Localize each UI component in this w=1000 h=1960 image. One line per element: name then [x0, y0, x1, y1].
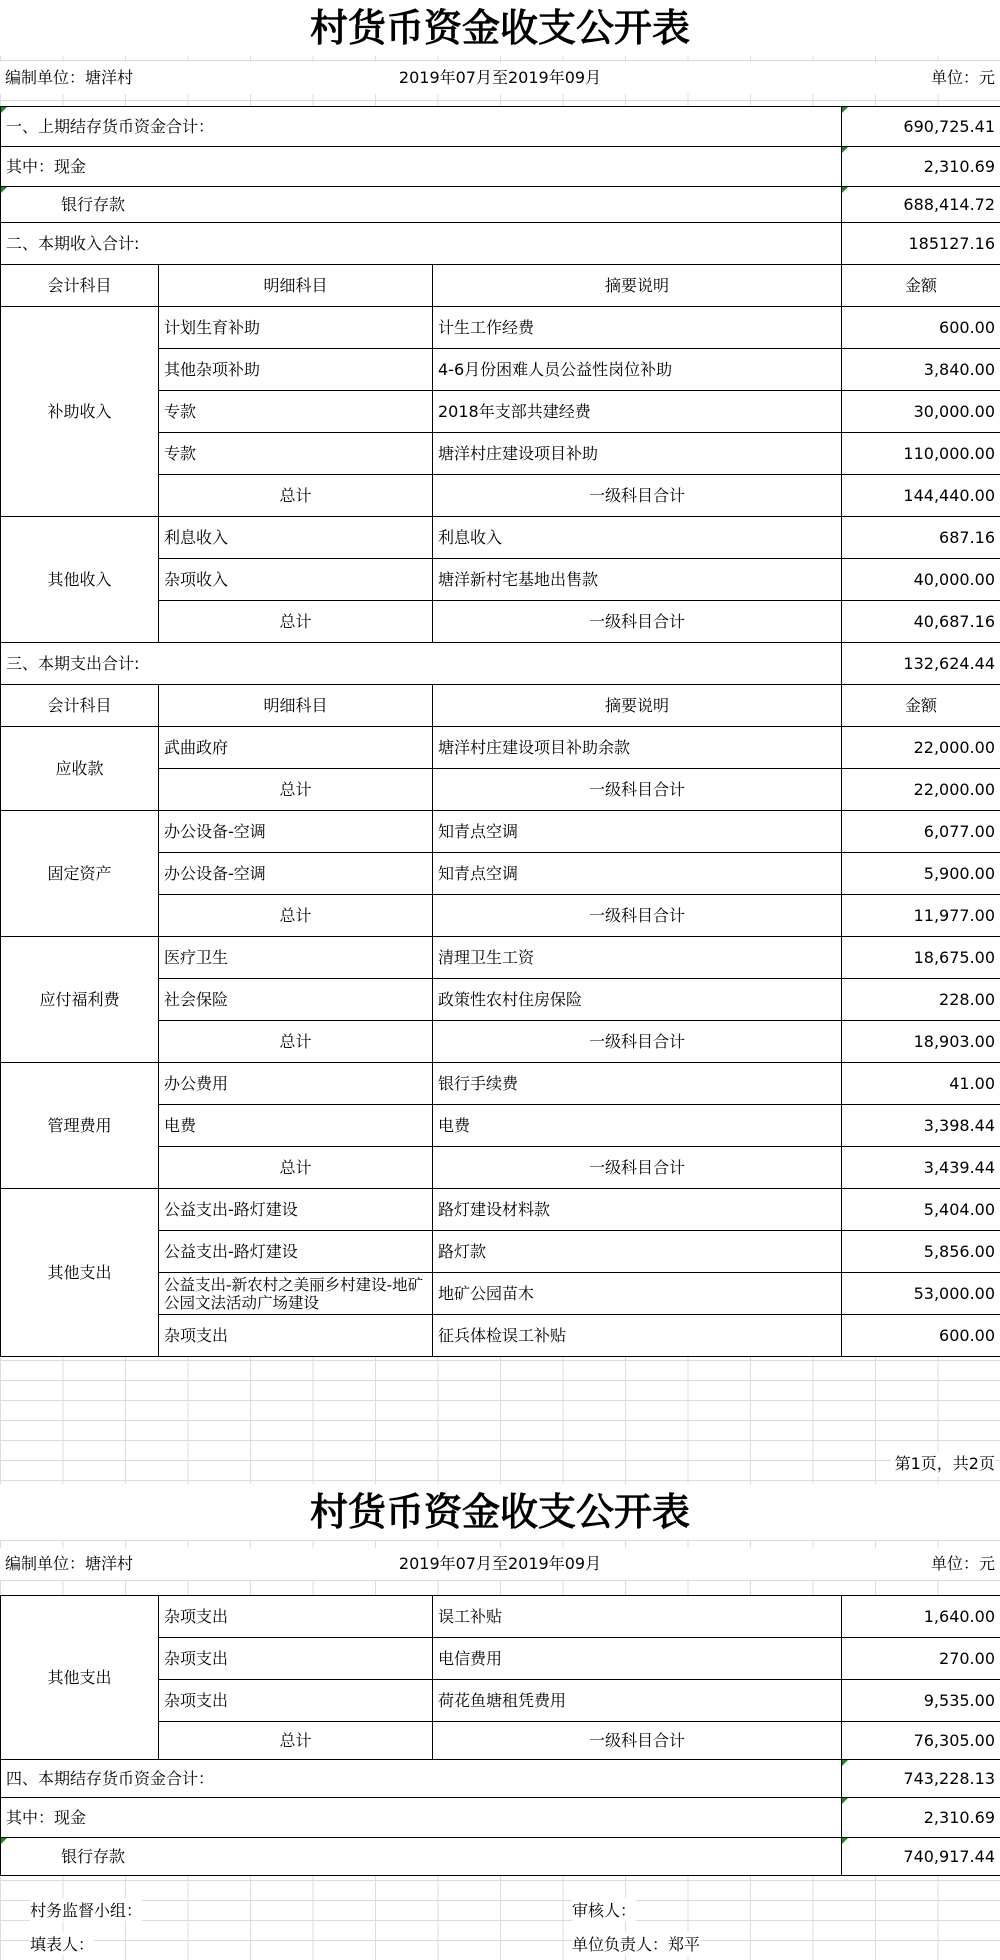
group-level-label: 一级科目合计	[433, 1021, 842, 1063]
summary-cell: 路灯款	[433, 1231, 842, 1273]
column-header-account: 会计科目	[1, 265, 159, 307]
group-level-label: 一级科目合计	[433, 1147, 842, 1189]
detail-cell: 办公设备-空调	[159, 811, 433, 853]
compiling-unit: 编制单位：塘洋村	[5, 68, 134, 87]
group-level-label: 一级科目合计	[433, 895, 842, 937]
summary-cell: 地矿公园苗木	[433, 1273, 842, 1315]
compiling-unit: 编制单位：塘洋村	[5, 1554, 134, 1573]
summary-cell: 电费	[433, 1105, 842, 1147]
summary-cell: 征兵体检误工补贴	[433, 1315, 842, 1357]
opening-total-label: 一、上期结存货币资金合计：	[1, 107, 842, 147]
group-total-amount: 76,305.00	[842, 1722, 1000, 1760]
column-header-amount: 金额	[842, 685, 1000, 727]
closing-bank-label: 银行存款	[1, 1838, 842, 1876]
detail-cell: 杂项支出	[159, 1315, 433, 1357]
column-header-account: 会计科目	[1, 685, 159, 727]
group-total-amount: 144,440.00	[842, 475, 1000, 517]
summary-cell: 4-6月份困难人员公益性岗位补助	[433, 349, 842, 391]
opening-bank-label: 银行存款	[1, 187, 842, 223]
report-header	[0, 1548, 1000, 1580]
column-header-detail: 明细科目	[159, 265, 433, 307]
opening-cash-amount: 2,310.69	[842, 147, 1000, 187]
group-total-amount: 22,000.00	[842, 769, 1000, 811]
summary-cell: 计生工作经费	[433, 307, 842, 349]
account-category: 其他支出	[1, 1596, 159, 1760]
summary-cell: 清理卫生工资	[433, 937, 842, 979]
income-total-amount: 185127.16	[842, 223, 1000, 265]
expense-total-amount: 132,624.44	[842, 643, 1000, 685]
table-row	[1, 937, 1000, 979]
table-row	[1, 307, 1000, 349]
detail-cell: 计划生育补助	[159, 307, 433, 349]
group-total-label: 总计	[159, 601, 433, 643]
summary-cell: 知青点空调	[433, 853, 842, 895]
closing-cash-label: 其中：现金	[1, 1798, 842, 1838]
amount-cell: 110,000.00	[842, 433, 1000, 475]
opening-total-row	[1, 107, 1000, 147]
money-unit: 单位：元	[930, 68, 995, 87]
account-category: 应收款	[1, 727, 159, 811]
amount-cell: 9,535.00	[842, 1680, 1000, 1722]
detail-cell: 办公设备-空调	[159, 853, 433, 895]
amount-cell: 41.00	[842, 1063, 1000, 1105]
expense-total-row	[1, 643, 1000, 685]
income-total-label: 二、本期收入合计:	[1, 223, 842, 265]
summary-cell: 路灯建设材料款	[433, 1189, 842, 1231]
amount-cell: 3,398.44	[842, 1105, 1000, 1147]
money-unit: 单位：元	[930, 1554, 995, 1573]
summary-cell: 荷花鱼塘租凭费用	[433, 1680, 842, 1722]
summary-cell: 知青点空调	[433, 811, 842, 853]
group-total-label: 总计	[159, 1722, 433, 1760]
detail-cell: 杂项支出	[159, 1638, 433, 1680]
detail-cell: 武曲政府	[159, 727, 433, 769]
page-number: 第1页，共2页	[891, 1452, 995, 1476]
table-row	[1, 1596, 1000, 1638]
table-row	[1, 811, 1000, 853]
amount-cell: 30,000.00	[842, 391, 1000, 433]
detail-cell: 公益支出-新农村之美丽乡村建设-地矿公园文法活动广场建设	[159, 1273, 433, 1315]
closing-cash-row	[1, 1798, 1000, 1838]
group-level-label: 一级科目合计	[433, 769, 842, 811]
group-total-amount: 18,903.00	[842, 1021, 1000, 1063]
cash-table-page-2	[0, 1595, 1000, 1876]
detail-cell: 杂项收入	[159, 559, 433, 601]
summary-cell: 误工补贴	[433, 1596, 842, 1638]
amount-cell: 40,000.00	[842, 559, 1000, 601]
closing-bank-row	[1, 1838, 1000, 1876]
report-period: 2019年07月至2019年09月	[398, 1554, 602, 1573]
closing-cash-amount: 2,310.69	[842, 1798, 1000, 1838]
table-row	[1, 727, 1000, 769]
group-total-amount: 11,977.00	[842, 895, 1000, 937]
amount-cell: 600.00	[842, 1315, 1000, 1357]
account-category: 其他支出	[1, 1189, 159, 1357]
group-level-label: 一级科目合计	[433, 475, 842, 517]
summary-cell: 电信费用	[433, 1638, 842, 1680]
detail-cell: 专款	[159, 433, 433, 475]
group-total-amount: 40,687.16	[842, 601, 1000, 643]
cash-table-page-1	[0, 106, 1000, 1357]
column-header-summary: 摘要说明	[433, 265, 842, 307]
opening-cash-row	[1, 147, 1000, 187]
amount-cell: 53,000.00	[842, 1273, 1000, 1315]
account-category: 补助收入	[1, 307, 159, 517]
report-header	[0, 62, 1000, 94]
detail-cell: 公益支出-路灯建设	[159, 1189, 433, 1231]
detail-cell: 专款	[159, 391, 433, 433]
detail-cell: 其他杂项补助	[159, 349, 433, 391]
opening-total-amount: 690,725.41	[842, 107, 1000, 147]
column-header-detail: 明细科目	[159, 685, 433, 727]
group-total-amount: 3,439.44	[842, 1147, 1000, 1189]
amount-cell: 228.00	[842, 979, 1000, 1021]
summary-cell: 2018年支部共建经费	[433, 391, 842, 433]
opening-bank-row	[1, 187, 1000, 223]
account-category: 应付福利费	[1, 937, 159, 1063]
column-header-summary: 摘要说明	[433, 685, 842, 727]
summary-cell: 塘洋新村宅基地出售款	[433, 559, 842, 601]
detail-cell: 医疗卫生	[159, 937, 433, 979]
amount-cell: 18,675.00	[842, 937, 1000, 979]
table-row	[1, 1189, 1000, 1231]
group-total-label: 总计	[159, 769, 433, 811]
account-category: 固定资产	[1, 811, 159, 937]
group-total-label: 总计	[159, 895, 433, 937]
amount-cell: 5,856.00	[842, 1231, 1000, 1273]
account-category: 管理费用	[1, 1063, 159, 1189]
expense-column-header-row	[1, 685, 1000, 727]
closing-bank-amount: 740,917.44	[842, 1838, 1000, 1876]
summary-cell: 银行手续费	[433, 1063, 842, 1105]
group-total-label: 总计	[159, 1147, 433, 1189]
column-header-amount: 金额	[842, 265, 1000, 307]
opening-cash-label: 其中：现金	[1, 147, 842, 187]
page-title: 村货币资金收支公开表	[0, 1484, 1000, 1540]
preparer-label: 填表人：	[30, 1932, 94, 1955]
detail-cell: 办公费用	[159, 1063, 433, 1105]
amount-cell: 600.00	[842, 307, 1000, 349]
amount-cell: 270.00	[842, 1638, 1000, 1680]
amount-cell: 3,840.00	[842, 349, 1000, 391]
expense-total-label: 三、本期支出合计:	[1, 643, 842, 685]
summary-cell: 塘洋村庄建设项目补助余款	[433, 727, 842, 769]
group-level-label: 一级科目合计	[433, 1722, 842, 1760]
detail-cell: 杂项支出	[159, 1680, 433, 1722]
summary-cell: 塘洋村庄建设项目补助	[433, 433, 842, 475]
income-total-row	[1, 223, 1000, 265]
table-row	[1, 517, 1000, 559]
page-title: 村货币资金收支公开表	[0, 0, 1000, 56]
closing-total-label: 四、本期结存货币资金合计：	[1, 1760, 842, 1798]
amount-cell: 1,640.00	[842, 1596, 1000, 1638]
summary-cell: 政策性农村住房保险	[433, 979, 842, 1021]
detail-cell: 社会保险	[159, 979, 433, 1021]
amount-cell: 5,900.00	[842, 853, 1000, 895]
group-total-label: 总计	[159, 475, 433, 517]
detail-cell: 电费	[159, 1105, 433, 1147]
reviewer-label: 审核人：	[572, 1898, 636, 1921]
summary-cell: 利息收入	[433, 517, 842, 559]
supervision-group-label: 村务监督小组：	[30, 1898, 142, 1921]
income-column-header-row	[1, 265, 1000, 307]
amount-cell: 5,404.00	[842, 1189, 1000, 1231]
table-row	[1, 1063, 1000, 1105]
amount-cell: 22,000.00	[842, 727, 1000, 769]
report-period: 2019年07月至2019年09月	[398, 68, 602, 87]
opening-bank-amount: 688,414.72	[842, 187, 1000, 223]
responsible-person-label: 单位负责人：郑平	[572, 1932, 700, 1955]
closing-total-amount: 743,228.13	[842, 1760, 1000, 1798]
detail-cell: 利息收入	[159, 517, 433, 559]
group-total-label: 总计	[159, 1021, 433, 1063]
account-category: 其他收入	[1, 517, 159, 643]
detail-cell: 杂项支出	[159, 1596, 433, 1638]
amount-cell: 687.16	[842, 517, 1000, 559]
closing-total-row	[1, 1760, 1000, 1798]
group-level-label: 一级科目合计	[433, 601, 842, 643]
amount-cell: 6,077.00	[842, 811, 1000, 853]
detail-cell: 公益支出-路灯建设	[159, 1231, 433, 1273]
